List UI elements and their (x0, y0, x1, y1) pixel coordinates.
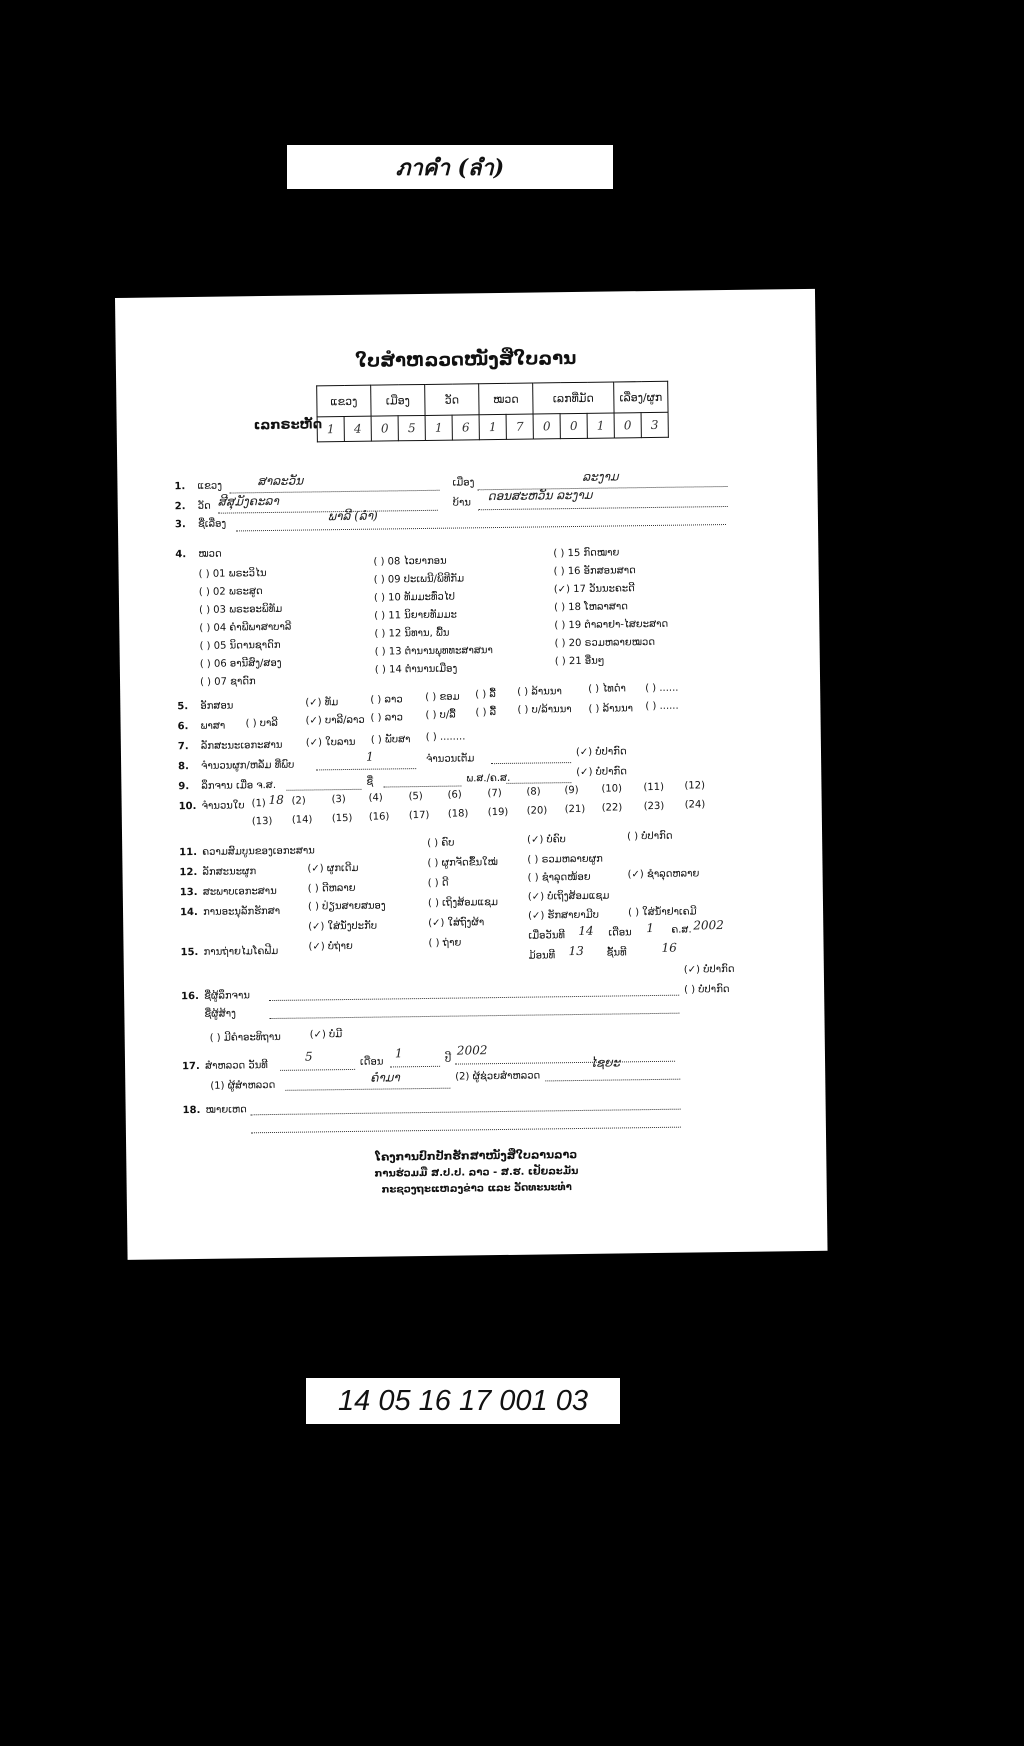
inscribed-name-label: ຊື່ (366, 776, 374, 788)
survey-year-label: ປີ (444, 1053, 452, 1065)
field-number: 8. (178, 761, 189, 773)
category-option: ( ) 08 ໄວຍາກອນ (373, 555, 447, 568)
leaf-count-label: ຈຳນວນໃບ (201, 800, 245, 812)
condition-option: ( ) ດີ (427, 877, 449, 889)
field-number: 7. (177, 741, 189, 753)
inscribed-option: (✓) ບໍ່ປາກົດ (576, 766, 627, 779)
footer-line: ການຮ່ວມມື ສ.ປ.ປ. ລາວ - ສ.ຮ. ເຢັຍລະມັນ (374, 1166, 579, 1180)
leaf-index: (18) (447, 808, 469, 820)
dotted-line (478, 506, 728, 510)
leaf-index: (12) (684, 780, 706, 792)
code-header: ເລື່ອງ/ຜູກ (614, 381, 668, 413)
field-number: 15. (180, 946, 199, 959)
bundle-type-option: ( ) ຊຳລຸດໜ້ອຍ (527, 871, 591, 884)
bundle-type-option: (✓) ຜູກເດີມ (307, 862, 359, 875)
preservation-option: (✓) ໃສ່ຖົງຜ້າ (428, 917, 485, 929)
village-value: ດອນສະຫວັນ ລະງາມ (487, 487, 593, 504)
survey-month: 1 (394, 1046, 403, 1061)
survey-day: 5 (304, 1049, 313, 1064)
leaf-index: (3) (331, 794, 346, 806)
leaf-index: (19) (487, 806, 509, 819)
dotted-line (285, 1088, 450, 1091)
code-digit: 0 (371, 416, 398, 441)
dotted-line (280, 1069, 355, 1071)
script-option: ( ) ໄທດຳ (588, 683, 626, 695)
surveyor-label: (1) ຜູ້ສຳຫລວດ (210, 1079, 276, 1092)
dotted-line (491, 762, 571, 764)
leaf-index: (16) (368, 811, 390, 823)
leaf-index: (11) (643, 781, 665, 794)
preservation-option: ( ) ໃສ່ນ້ຳຢາເຄມີ (628, 906, 697, 919)
leaf-index: (14) (291, 814, 313, 826)
bundle-type-option: ( ) ຣວມຫລາຍຜູກ (527, 853, 603, 866)
preservation-option: (✓) ຮັກສາຍາມີບ (528, 909, 600, 922)
leaf-index: (6) (447, 789, 462, 801)
category-option: ( ) 12 ນິທານ, ພື້ນ (374, 627, 450, 640)
code-digit: 6 (452, 415, 479, 440)
surveyor-value: ຄໍາມາ (370, 1070, 400, 1085)
field-number: 9. (178, 781, 190, 793)
dotted-line (269, 995, 679, 1001)
field-number: 2. (174, 501, 186, 513)
field-number: 11. (179, 846, 198, 859)
microfilm-option: (✓) ບໍ່ຖ່າຍ (308, 940, 353, 953)
completeness-option: (✓) ບໍ່ຄົບ (527, 834, 566, 846)
dotted-line (390, 1066, 440, 1068)
condition-option: ( ) ດີຫລາຍ (307, 882, 356, 895)
province-label: ແຂວງ (197, 480, 223, 492)
leaf-index: (20) (526, 805, 548, 817)
category-option: ( ) 16 ອັກສອນສາດ (553, 565, 636, 578)
field-number: 5. (177, 701, 189, 713)
dotted-line (455, 1061, 675, 1065)
field-number: 3. (174, 519, 186, 531)
survey-year: 2002 (456, 1043, 488, 1058)
survey-date-label: ສຳຫລວດ ວັນທີ (204, 1060, 268, 1072)
leaf-index: (5) (408, 791, 423, 803)
doc-type-option: ( ) ພັບສາ (370, 734, 411, 746)
code-header: ວັດ (425, 384, 479, 416)
language-option: ( ) ລື້ (475, 707, 497, 719)
completeness-option: ( ) ບໍ່ປາກົດ (627, 830, 673, 843)
field-number: 4. (175, 549, 187, 561)
code-label: ເລກຣະຫັດ (253, 417, 323, 434)
code-digit: 4 (344, 416, 371, 441)
category-option: ( ) 02 ພຣະສູດ (198, 586, 263, 598)
category-option: (✓) 17 ວັນນະຄະດີ (553, 583, 635, 596)
field-number: 16. (181, 990, 199, 1003)
field-number: 6. (177, 721, 189, 733)
date-year-label: ຄ.ສ. (671, 924, 692, 936)
language-option: ( ) ລາວ (370, 712, 403, 724)
leaf-index: (10) (601, 783, 623, 795)
language-option: ( ) ລ້ານນາ (588, 703, 634, 715)
bottom-label: 14 05 16 17 001 03 (306, 1378, 620, 1424)
leaf-index: (24) (684, 799, 706, 811)
temple-value: ສີສຸມັງຄະລາ (217, 493, 279, 509)
dotted-line (545, 1079, 680, 1082)
category-option: ( ) 07 ຊາດົກ (199, 676, 256, 688)
field-number: 14. (179, 906, 198, 919)
bundle-type-option: (✓) ຊຳລຸດຫລາຍ (627, 868, 700, 881)
code-digit: 0 (533, 414, 560, 439)
category-option: ( ) 09 ປະເພນີ/ພິທີກັມ (373, 573, 465, 586)
category-option: ( ) 03 ພຣະອະພິທັມ (199, 603, 283, 616)
form-title: ໃບສຳຫລວດໜັງສືໃບລານ (355, 347, 577, 372)
dotted-line (230, 490, 440, 494)
leaf-index: (13) (251, 815, 273, 828)
doc-type-option: (✓) ໃບລານ (305, 736, 356, 749)
category-option: ( ) 06 ອານີສົງ/ສອງ (199, 657, 282, 670)
leaf-index: (15) (331, 812, 353, 825)
leaf-index: (9) (564, 784, 579, 797)
bay-label: ມ້ອນທີ (528, 950, 556, 962)
leaf-count-value: 18 (268, 792, 284, 808)
category-option: ( ) 14 ຕຳນານເມືອງ (374, 663, 458, 676)
script-option: ( ) ຂອມ (425, 691, 460, 703)
bundle-type-option: ( ) ຜູກຈັດຂຶ້ນໃໝ່ (427, 857, 498, 869)
category-option: ( ) 13 ຕຳນານພຸທທະສາສນາ (374, 645, 493, 658)
leaf-index: (17) (408, 809, 430, 822)
leaf-index: (7) (487, 787, 502, 800)
code-digit: 1 (317, 417, 344, 442)
full-count-label: ຈຳນວນເຕັມ (425, 753, 475, 765)
builder-option: ( ) ບໍ່ປາກົດ (684, 984, 730, 996)
language-option: ( ) ບ/ລ້ານນາ (517, 704, 572, 716)
leaf-index: (1) (251, 798, 266, 810)
code-digit: 0 (614, 413, 641, 438)
language-option: ( ) ບາລີ (245, 717, 278, 730)
dotted-line (383, 786, 461, 788)
leaf-index: (23) (643, 800, 665, 813)
field-number: 10. (178, 800, 197, 813)
era-label: ພ.ສ./ຄ.ສ. (466, 772, 511, 785)
code-digit: 3 (641, 412, 668, 437)
category-option: ( ) 04 ຄຳພີພາສາບາລີ (199, 621, 292, 634)
code-table (316, 381, 669, 443)
field-number: 17. (181, 1060, 200, 1073)
footer-line: ກະຊວງຖະແຫລງຂ່າວ ແລະ ວັດທະນະທຳ (381, 1182, 572, 1196)
leaf-index: (22) (601, 802, 623, 814)
shelf-label: ຊັ້ນທີ (606, 947, 627, 959)
category-label: ໝວດ (198, 548, 222, 560)
completeness-label: ຄວາມສົມບູນຂອງເອກະສານ (202, 845, 315, 858)
category-option: ( ) 10 ທັມມະທົ່ວໄປ (373, 591, 456, 604)
code-digit: 1 (479, 414, 506, 439)
field-number: 18. (182, 1104, 201, 1117)
date-month-label: ເດືອນ (608, 927, 632, 939)
dotted-line (269, 1013, 679, 1019)
full-count-option: (✓) ບໍ່ປາກົດ (575, 746, 627, 759)
leaf-index: (21) (564, 803, 586, 816)
doc-type-option: ( ) ........ (425, 731, 466, 743)
preservation-option: (✓) ໃສ່ນັ່ງປະກັບ (308, 920, 378, 933)
script-option: ( ) ລື້ (475, 689, 496, 701)
category-option: ( ) 01 ພຣະວິໄນ (198, 568, 267, 580)
field-number: 1. (174, 481, 186, 493)
prayer-option: ( ) ມີຄຳອະທິຖານ (209, 1031, 281, 1044)
province-value: ສາລະວັນ (257, 473, 304, 489)
temple-label: ວັດ (197, 500, 211, 512)
shelf-value: 16 (661, 940, 677, 955)
bundle-count-label: ຈຳນວນຜູກ/ຫລັ່ມ ທີ່ພົບ (201, 759, 295, 772)
code-header: ໝວດ (479, 383, 533, 415)
script-option: (✓) ທັມ (305, 697, 339, 709)
prayer-option: (✓) ບໍ່ມີ (309, 1029, 343, 1041)
dotted-line (236, 524, 726, 531)
dotted-line (286, 789, 361, 791)
code-header: ແຂວງ (317, 385, 371, 417)
code-digit: 0 (560, 413, 587, 438)
category-option: ( ) 21 ອື່ນໆ (554, 655, 605, 668)
leaf-index: (4) (368, 792, 383, 804)
category-option: ( ) 19 ຕຳລາຢາ-ໄສຍະສາດ (554, 618, 669, 632)
language-label: ພາສາ (200, 720, 226, 732)
district-label: ເມືອງ (452, 477, 475, 489)
dotted-line (251, 1109, 681, 1116)
category-option: ( ) 18 ໂຫລາສາດ (554, 601, 629, 614)
inscribed-label: ລຶກຈານ ເມື່ອ ຈ.ສ. (201, 779, 277, 792)
field-number: 13. (179, 886, 198, 899)
category-option: ( ) 05 ນິດານຊາດົກ (199, 639, 281, 652)
title-value: ພາລີ (ລຳ) (327, 508, 378, 524)
date-label: ເມື່ອວັນທີ (528, 930, 566, 942)
language-option: ( ) ບ/ລື້ (425, 709, 456, 721)
district-value: ລະງາມ (582, 469, 619, 484)
microfilm-label: ການຖ່າຍໄມໂຄຟີມ (203, 945, 279, 958)
builder-label: ຊື່ຜູ້ສ້າງ (204, 1008, 237, 1020)
top-label: ภาคำ (ลำ) (287, 145, 613, 189)
script-option: ( ) ລາວ (370, 694, 403, 706)
date-month: 1 (646, 921, 655, 936)
category-option: ( ) 20 ຣວມຫລາຍໝວດ (554, 636, 656, 650)
bundle-count-value: 1 (365, 749, 374, 764)
preservation-option: ( ) ປ່ຽນສາຍສນອງ (307, 900, 386, 913)
date-year: 2002 (693, 918, 724, 933)
survey-month-label: ເດືອນ (359, 1056, 384, 1068)
assistant-value: ໄຊຍະ (589, 1055, 621, 1070)
bay-value: 13 (568, 943, 584, 959)
dotted-line (251, 1127, 681, 1134)
script-option: ( ) ລ້ານນາ (517, 686, 562, 698)
code-header: ເລກທີ່ມັດ (533, 382, 614, 414)
title-label: ຊື່ເລື່ອງ (197, 518, 227, 530)
village-label: ບ້ານ (452, 497, 472, 509)
code-digit: 1 (587, 413, 614, 438)
code-header: ເມືອງ (371, 384, 425, 416)
assistant-label: (2) ຜູ້ຊ່ວຍສຳຫລວດ (455, 1070, 541, 1083)
code-digit: 1 (425, 415, 452, 440)
footer-line: ໂຄງການປົກປັກຮັກສາໜັງສືໃບລານລາວ (375, 1148, 578, 1164)
preservation-option: ( ) ເຖິງສ້ອມແຊມ (427, 897, 499, 909)
doc-type-label: ລັກສະນະເອກະສານ (200, 739, 283, 752)
code-digit: 7 (506, 414, 533, 439)
date-day: 14 (578, 923, 594, 938)
dotted-line (506, 782, 571, 784)
language-option: (✓) ບາລີ/ລາວ (305, 714, 365, 727)
category-option: ( ) 11 ນິຍາຍທັມມະ (374, 609, 457, 622)
completeness-option: ( ) ຄົບ (427, 837, 455, 849)
survey-form (115, 289, 828, 1260)
leaf-index: (2) (291, 795, 306, 807)
language-option: ( ) ...... (645, 700, 679, 713)
category-option: ( ) 15 ກົດໝາຍ (553, 547, 620, 560)
inscriber-label: ຊື່ຜູ້ລຶກຈານ (204, 990, 250, 1002)
leaf-index: (8) (526, 786, 541, 798)
preservation-label: ການອະນຸລັກຮັກສາ (202, 905, 281, 918)
code-digit: 5 (398, 415, 425, 440)
condition-label: ສະພາບເອກະສານ (202, 885, 277, 898)
condition-option: (✓) ບໍ່ເຖິງສ້ອມແຊມ (527, 890, 610, 903)
script-option: ( ) ...... (645, 682, 679, 695)
remarks-label: ໝາຍເຫດ (205, 1104, 247, 1116)
microfilm-option: ( ) ຖ່າຍ (428, 937, 462, 949)
inscriber-option: (✓) ບໍ່ປາກົດ (683, 963, 735, 976)
script-label: ອັກສອນ (200, 700, 234, 712)
dotted-line (316, 768, 416, 770)
bundle-type-label: ລັກສະນະຜູກ (202, 866, 257, 878)
field-number: 12. (179, 866, 198, 879)
